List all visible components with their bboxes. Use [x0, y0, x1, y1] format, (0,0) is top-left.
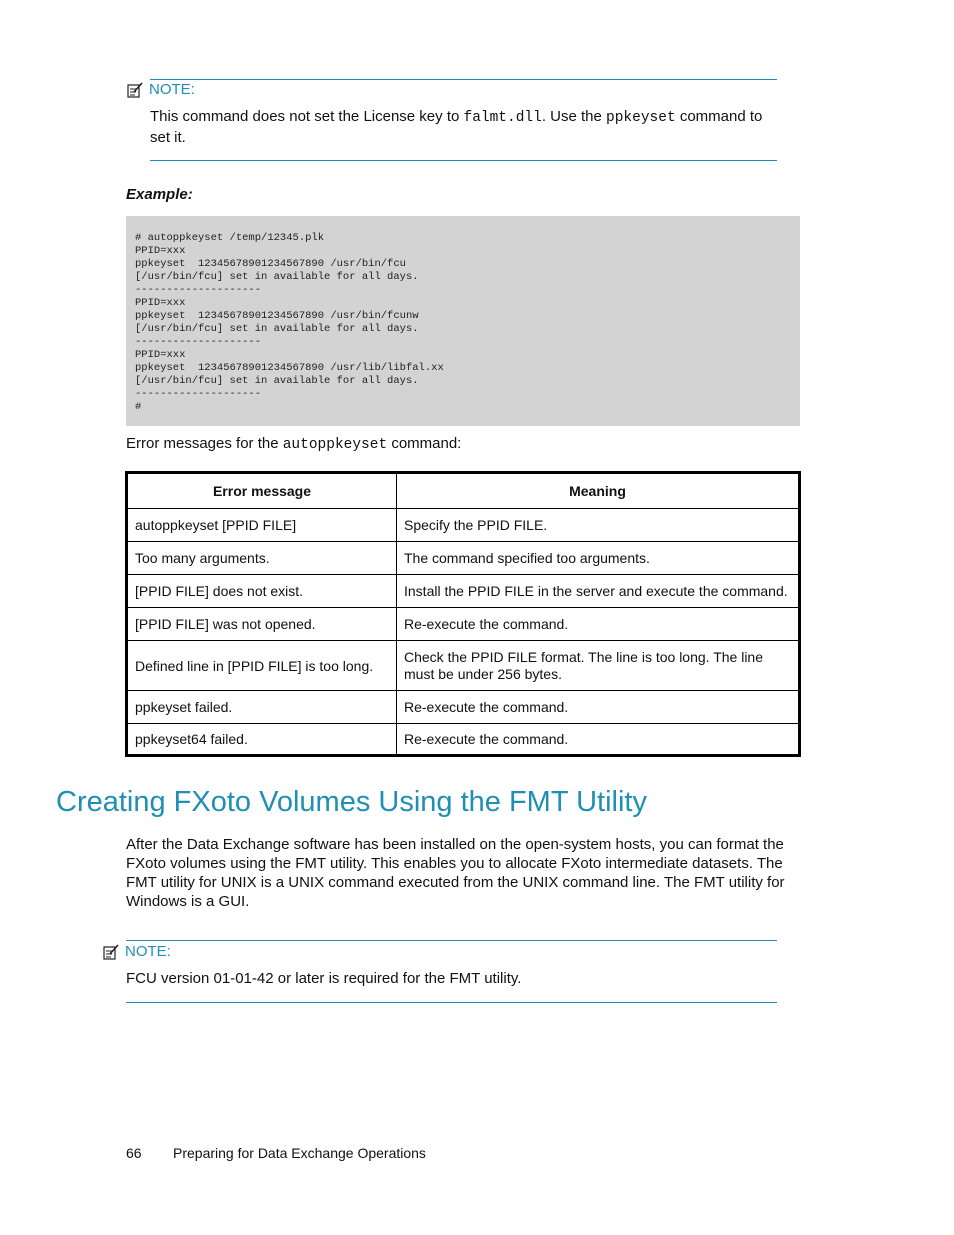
- column-header-meaning: Meaning: [397, 473, 800, 509]
- note-text-part: This command does not set the License key to: [150, 108, 464, 125]
- code-line: [/usr/bin/fcu] set in available for all days.: [135, 375, 419, 387]
- error-cell: [PPID FILE] was not opened.: [127, 608, 397, 641]
- meaning-cell: Install the PPID FILE in the server and execute the command.: [397, 575, 800, 608]
- code-line: # autoppkeyset /temp/12345.plk: [135, 232, 325, 244]
- note-top-rule: [150, 79, 777, 80]
- code-line: #: [135, 401, 142, 413]
- meaning-cell: Re-execute the command.: [397, 724, 800, 756]
- note-label: NOTE:: [125, 943, 171, 960]
- note-text-part: command to set it.: [150, 108, 763, 146]
- code-line: PPID=xxx: [135, 349, 186, 361]
- meaning-cell: Specify the PPID FILE.: [397, 509, 800, 542]
- error-cell: ppkeyset64 failed.: [127, 724, 397, 756]
- table-row: [127, 542, 800, 575]
- note-top-rule: [126, 940, 777, 941]
- note-heading: [127, 81, 195, 98]
- note-body: FCU version 01-01-42 or later is required for the FMT utility.: [126, 970, 522, 987]
- table-header-row: [127, 473, 800, 509]
- meaning-cell: Re-execute the command.: [397, 608, 800, 641]
- table-row: [127, 608, 800, 641]
- note-icon: [127, 82, 143, 98]
- code-line: --------------------: [135, 336, 262, 348]
- error-cell: [PPID FILE] does not exist.: [127, 575, 397, 608]
- note-bottom-rule: [126, 1002, 777, 1003]
- intro-text-part: command:: [387, 435, 462, 452]
- note-label: NOTE:: [149, 81, 195, 98]
- table-row: [127, 724, 800, 756]
- column-header-error-message: Error message: [127, 473, 397, 509]
- code-line: [/usr/bin/fcu] set in available for all days.: [135, 271, 419, 283]
- code-line: ppkeyset 12345678901234567890 /usr/lib/libfal.xx: [135, 362, 444, 374]
- inline-code: autoppkeyset: [282, 437, 388, 453]
- inline-code: ppkeyset: [606, 110, 676, 126]
- table-row: [127, 509, 800, 542]
- error-cell: Defined line in [PPID FILE] is too long.: [127, 641, 397, 691]
- error-cell: autoppkeyset [PPID FILE]: [127, 509, 397, 542]
- meaning-cell: Check the PPID FILE format. The line is too long. The line must be under 256 bytes.: [397, 641, 800, 691]
- error-cell: ppkeyset failed.: [127, 691, 397, 724]
- table-row: [127, 575, 800, 608]
- note-bottom-rule: [150, 160, 777, 161]
- code-line: --------------------: [135, 284, 262, 296]
- code-block: [126, 216, 800, 426]
- section-paragraph: After the Data Exchange software has been installed on the open-system hosts, you can format the FXoto volumes using the FMT utility. This enables you to allocate FXoto intermediate datasets. The FMT utility for UNIX is a UNIX command executed from the UNIX command line. The FMT utility for Windows is a GUI.: [126, 836, 785, 910]
- code-line: ppkeyset 12345678901234567890 /usr/bin/fcu: [135, 258, 406, 270]
- error-cell: Too many arguments.: [127, 542, 397, 575]
- error-messages-table: [125, 471, 801, 757]
- table-row: [127, 641, 800, 691]
- page-number: 66: [126, 1145, 142, 1161]
- meaning-cell: Re-execute the command.: [397, 691, 800, 724]
- code-line: PPID=xxx: [135, 245, 186, 257]
- note-icon: [103, 944, 119, 960]
- example-label: Example:: [126, 186, 193, 203]
- code-line: [/usr/bin/fcu] set in available for all days.: [135, 323, 419, 335]
- code-line: PPID=xxx: [135, 297, 186, 309]
- note-heading: [103, 943, 171, 960]
- note-body: [150, 107, 780, 148]
- meaning-cell: The command specified too arguments.: [397, 542, 800, 575]
- section-title: Creating FXoto Volumes Using the FMT Utility: [56, 786, 647, 818]
- code-line: --------------------: [135, 388, 262, 400]
- errors-intro: [126, 434, 806, 455]
- code-line: ppkeyset 12345678901234567890 /usr/bin/fcunw: [135, 310, 419, 322]
- table-row: [127, 691, 800, 724]
- note-text-part: . Use the: [541, 108, 607, 125]
- footer-section-title: Preparing for Data Exchange Operations: [173, 1145, 426, 1161]
- intro-text-part: Error messages for the: [126, 435, 283, 452]
- inline-code: falmt.dll: [463, 110, 542, 126]
